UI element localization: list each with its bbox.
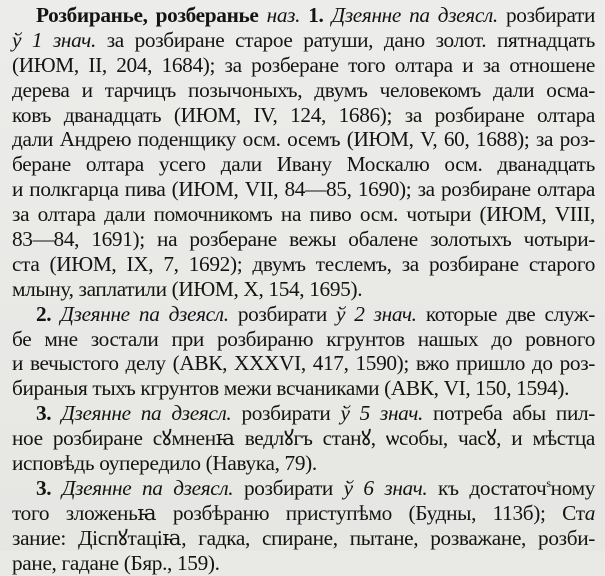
text-line: млыну, заплатили (ИЮМ, X, 154, 1695).	[12, 276, 363, 301]
sense-number: 3.	[36, 475, 52, 500]
text-line: (ИЮМ, II, 204, 1684); за розберане того олтара и за отношене	[12, 52, 595, 77]
superscript-mark: s	[546, 475, 551, 490]
sense-verb: розбирати	[241, 401, 331, 426]
sense-definition: Дзеянне па дзеясл.	[60, 301, 229, 326]
sense-verb: розбирати	[237, 301, 327, 326]
sense-reference: ў 2 знач.	[336, 301, 417, 326]
sense-definition: Дзеянне па дзеясл.	[331, 3, 498, 27]
sense-reference: ў 1	[12, 27, 43, 52]
sense-reference-znach: знач.	[52, 27, 96, 52]
text-line: бе мне зостали при розбираню кгрунтов нашых до ровного	[12, 326, 595, 351]
sense-verb: розбирати	[243, 475, 333, 500]
text-line: бираныя тыхъ кгрунтов межи всчаниками (АВК, VI, 150, 1594).	[12, 376, 570, 401]
sense-3a-first-line: 3. Дзеянне па дзеясл. розбирати ў 5 знач. потреба абы пил-	[36, 401, 596, 426]
sense-reference: ў 6 знач.	[343, 475, 428, 500]
sense-number: 2.	[36, 301, 52, 326]
text-line: беране олтара усего дали Ивану Москалю осм. дванадцать	[12, 152, 595, 177]
sense-2-first-line: 2. Дзеянне па дзеясл. розбирати ў 2 знач. которые две служ-	[36, 301, 596, 326]
sense-number: 1.	[308, 3, 324, 27]
sense-definition: Дзеянне па дзеясл.	[61, 475, 234, 500]
text-line: ста (ИЮМ, IX, 7, 1692); двумъ теслемъ, за розбиране старого	[12, 251, 595, 276]
text-line: дали Андрею поденщику осм. осемъ (ИЮМ, V, 60, 1688); за роз-	[12, 127, 595, 152]
sense-3b-first-line: 3. Дзеянне па дзеясл. розбирати ў 6 знач. къ достаточ$^s$ному	[36, 475, 596, 500]
text-line: ране, гадане (Бяр., 159).	[12, 550, 220, 575]
text-line: ковъ дванадцать (ИЮМ, IV, 124, 1686); за розбиране олтара	[12, 102, 595, 127]
part-of-speech: наз.	[266, 3, 301, 27]
text-line: 83—84, 1691); на розберане вежы обалене золотыхъ чотыри-	[12, 227, 595, 252]
sense-reference: ў 5 знач.	[340, 401, 423, 426]
text-line: зание: Дiспꙋтацiꙗ, гадка, спиране, пытане, розважане, розби-	[12, 525, 595, 550]
text-line: ў 1 знач. за розбиране старое ратуши, дано золот. пятнадцать	[12, 27, 595, 52]
text-line: ное розбиране сꙋмненꙗ ведлꙋгъ станꙋ, ѡсобы, часꙋ, и мѣстца	[12, 426, 595, 451]
headword: Розбиранье, розберанье	[36, 3, 259, 27]
text-line: и полкгарца пива (ИЮМ, VII, 84—85, 1690); за розбиране олтара	[12, 177, 595, 202]
text-line: и вечыстого делу (АВК, XXXVI, 417, 1590); вжо пришло до роз-	[12, 351, 595, 376]
text-line: исповѣдь оуперeдило (Навука, 79).	[12, 451, 317, 476]
entry-first-line	[12, 3, 595, 28]
sense-definition: Дзеянне па дзеясл.	[61, 401, 232, 426]
text-line: дерева и тарчицъ позычоныхъ, двумъ человекомъ дали осма-	[12, 77, 595, 102]
sense-verb: розбирати	[505, 3, 596, 27]
text-line: за олтара дали помочникомъ на пиво осм. чотыри (ИЮМ, VIII,	[12, 202, 595, 227]
sense-number: 3.	[36, 401, 52, 426]
text-line: того зложеньꙗ розбѣраню приступѣмо (Будны, 113б); Ста	[12, 500, 595, 525]
